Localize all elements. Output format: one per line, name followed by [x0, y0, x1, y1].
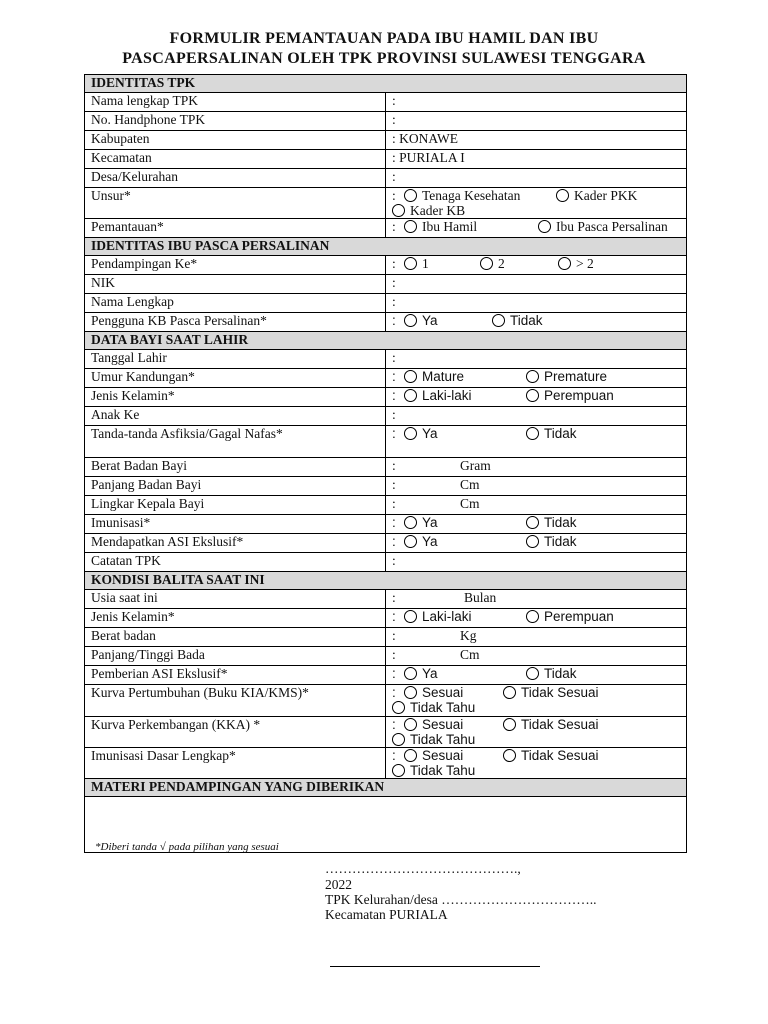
desa-input[interactable]: : — [386, 169, 687, 188]
field-label: Panjang/Tinggi Bada — [85, 647, 386, 666]
field-label: Tanda-tanda Asfiksia/Gagal Nafas* — [85, 426, 386, 458]
radio-circle-icon — [392, 733, 405, 746]
radio-premature[interactable]: Premature — [526, 369, 607, 384]
section-header-identitas-ibu: IDENTITAS IBU PASCA PERSALINAN — [85, 238, 687, 256]
field-row-asfiksia — [85, 426, 687, 458]
radio-ibu-pasca[interactable]: Ibu Pasca Persalinan — [538, 219, 668, 234]
radio-circle-icon — [404, 427, 417, 440]
radio-imunisasi-ya[interactable]: Ya — [404, 515, 526, 530]
signature-place-dots: ……………………………………., — [325, 861, 521, 876]
radio-circle-icon — [404, 749, 417, 762]
field-label: Pengguna KB Pasca Persalinan* — [85, 313, 386, 332]
field-label: Imunisasi* — [85, 515, 386, 534]
catatan-input[interactable]: : — [386, 553, 687, 572]
radio-pertumbuhan-tidak-sesuai[interactable]: Tidak Sesuai — [503, 685, 633, 700]
kabupaten-input[interactable]: : KONAWE — [386, 131, 687, 150]
radio-circle-icon — [404, 667, 417, 680]
tinggi-balita-input[interactable]: : Cm — [386, 647, 687, 666]
field-row-asi-balita — [85, 666, 687, 685]
radio-pendampingan-more[interactable]: > 2 — [558, 256, 594, 271]
asi-balita-options: : Ya Tidak — [386, 666, 687, 685]
radio-kader-pkk[interactable]: Kader PKK — [556, 188, 662, 203]
section-header-identitas-tpk: IDENTITAS TPK — [85, 75, 687, 93]
kecamatan-input[interactable]: : PURIALA I — [386, 150, 687, 169]
hp-input[interactable]: : — [386, 112, 687, 131]
field-label: Catatan TPK — [85, 553, 386, 572]
radio-kb-tidak[interactable]: Tidak — [492, 313, 543, 328]
field-row-kurva-pertumbuhan — [85, 685, 687, 717]
radio-imunisasi-dasar-tidak-sesuai[interactable]: Tidak Sesuai — [503, 748, 633, 763]
asfiksia-options: : Ya Tidak — [386, 426, 687, 458]
radio-mature[interactable]: Mature — [404, 369, 526, 384]
field-label: Anak Ke — [85, 407, 386, 426]
unit-label: Cm — [460, 477, 480, 492]
field-row-nama-lengkap — [85, 294, 687, 313]
radio-circle-icon — [503, 686, 516, 699]
nik-input[interactable]: : — [386, 275, 687, 294]
kurva-pertumbuhan-options: : Sesuai Tidak SesuaiTidak Tahu — [386, 685, 687, 717]
radio-asi-balita-ya[interactable]: Ya — [404, 666, 526, 681]
field-label: Tanggal Lahir — [85, 350, 386, 369]
form-title-line-1: FORMULIR PEMANTAUAN PADA IBU HAMIL DAN IBU — [169, 30, 599, 47]
radio-pendampingan-1[interactable]: 1 — [404, 256, 480, 271]
field-label: Umur Kandungan* — [85, 369, 386, 388]
field-label: Unsur* — [85, 188, 386, 219]
field-row-catatan — [85, 553, 687, 572]
field-label: Imunisasi Dasar Lengkap* — [85, 748, 386, 779]
field-label: Pendampingan Ke* — [85, 256, 386, 275]
field-row-tanggal-lahir — [85, 350, 687, 369]
field-row-unsur — [85, 188, 687, 219]
field-label: NIK — [85, 275, 386, 294]
section-header-materi: MATERI PENDAMPINGAN YANG DIBERIKAN — [85, 779, 687, 797]
field-row-kb — [85, 313, 687, 332]
field-row-lingkar-kepala — [85, 496, 687, 515]
field-label: Jenis Kelamin* — [85, 388, 386, 407]
panjang-bayi-input[interactable]: : Cm — [386, 477, 687, 496]
field-row-berat-balita — [85, 628, 687, 647]
radio-asfiksia-tidak[interactable]: Tidak — [526, 426, 577, 441]
field-row-berat-bayi — [85, 458, 687, 477]
signature-year: 2022 — [325, 877, 352, 892]
nama-tpk-input[interactable]: : — [386, 93, 687, 112]
radio-circle-icon — [526, 370, 539, 383]
field-row-imunisasi — [85, 515, 687, 534]
field-row-panjang-bayi — [85, 477, 687, 496]
radio-circle-icon — [404, 257, 417, 270]
unit-label: Gram — [460, 458, 491, 473]
radio-balita-laki-laki[interactable]: Laki-laki — [404, 609, 526, 624]
field-row-imunisasi-dasar — [85, 748, 687, 779]
radio-pertumbuhan-sesuai[interactable]: Sesuai — [404, 685, 503, 700]
field-label: Pemberian ASI Ekslusif* — [85, 666, 386, 685]
berat-bayi-input[interactable]: : Gram — [386, 458, 687, 477]
imunisasi-options: : Ya Tidak — [386, 515, 687, 534]
radio-circle-icon — [404, 314, 417, 327]
field-label: Kurva Pertumbuhan (Buku KIA/KMS)* — [85, 685, 386, 717]
field-row-desa — [85, 169, 687, 188]
berat-balita-input[interactable]: : Kg — [386, 628, 687, 647]
radio-kader-kb[interactable]: Kader KB — [392, 203, 465, 218]
jk-bayi-options: : Laki-laki Perempuan — [386, 388, 687, 407]
field-row-kurva-perkembangan — [85, 717, 687, 748]
radio-circle-icon — [480, 257, 493, 270]
field-row-usia — [85, 590, 687, 609]
field-label: Berat Badan Bayi — [85, 458, 386, 477]
radio-circle-icon — [404, 535, 417, 548]
field-row-pemantauan — [85, 219, 687, 238]
radio-perempuan[interactable]: Perempuan — [526, 388, 614, 403]
unit-label: Kg — [460, 628, 477, 643]
unit-label: Cm — [460, 647, 480, 662]
field-label: Mendapatkan ASI Ekslusif* — [85, 534, 386, 553]
radio-kb-ya[interactable]: Ya — [404, 313, 492, 328]
radio-circle-icon — [503, 749, 516, 762]
field-row-anak-ke — [85, 407, 687, 426]
radio-pendampingan-2[interactable]: 2 — [480, 256, 558, 271]
radio-perkembangan-sesuai[interactable]: Sesuai — [404, 717, 503, 732]
radio-circle-icon — [404, 516, 417, 529]
usia-input[interactable]: : Bulan — [386, 590, 687, 609]
imunisasi-dasar-options: : Sesuai Tidak SesuaiTidak Tahu — [386, 748, 687, 779]
radio-circle-icon — [392, 701, 405, 714]
footnote: *Diberi tanda √ pada pilihan yang sesuai — [95, 841, 279, 853]
nama-lengkap-input[interactable]: : — [386, 294, 687, 313]
radio-circle-icon — [526, 427, 539, 440]
tanggal-lahir-input[interactable]: : — [386, 350, 687, 369]
radio-balita-perempuan[interactable]: Perempuan — [526, 609, 614, 624]
radio-circle-icon — [526, 389, 539, 402]
radio-imunisasi-dasar-tidak-tahu[interactable]: Tidak Tahu — [392, 763, 475, 778]
section-header-kondisi-balita: KONDISI BALITA SAAT INI — [85, 572, 687, 590]
kurva-perkembangan-options: : Sesuai Tidak SesuaiTidak Tahu — [386, 717, 687, 748]
field-row-asi-bayi — [85, 534, 687, 553]
radio-imunisasi-tidak[interactable]: Tidak — [526, 515, 577, 530]
radio-asi-bayi-tidak[interactable]: Tidak — [526, 534, 577, 549]
radio-circle-icon — [404, 718, 417, 731]
radio-asi-bayi-ya[interactable]: Ya — [404, 534, 526, 549]
field-label: Nama lengkap TPK — [85, 93, 386, 112]
radio-perkembangan-tidak-tahu[interactable]: Tidak Tahu — [392, 732, 475, 747]
radio-circle-icon — [526, 535, 539, 548]
radio-circle-icon — [392, 204, 405, 217]
radio-circle-icon — [556, 189, 569, 202]
signature-kecamatan: Kecamatan PURIALA — [325, 907, 448, 922]
field-label: Lingkar Kepala Bayi — [85, 496, 386, 515]
radio-laki-laki[interactable]: Laki-laki — [404, 388, 526, 403]
field-label: Nama Lengkap — [85, 294, 386, 313]
radio-perkembangan-tidak-sesuai[interactable]: Tidak Sesuai — [503, 717, 633, 732]
radio-circle-icon — [404, 220, 417, 233]
monitoring-form-table — [84, 74, 687, 853]
lingkar-kepala-input[interactable]: : Cm — [386, 496, 687, 515]
field-row-jk-bayi — [85, 388, 687, 407]
radio-circle-icon — [526, 610, 539, 623]
radio-tenaga-kesehatan[interactable]: Tenaga Kesehatan — [404, 188, 556, 203]
radio-circle-icon — [558, 257, 571, 270]
radio-imunisasi-dasar-sesuai[interactable]: Sesuai — [404, 748, 503, 763]
unit-label: Cm — [460, 496, 480, 511]
form-title-line-2: PASCAPERSALINAN OLEH TPK PROVINSI SULAWESI TENGGARA — [122, 50, 646, 67]
radio-pertumbuhan-tidak-tahu[interactable]: Tidak Tahu — [392, 700, 475, 715]
field-label: Kurva Perkembangan (KKA) * — [85, 717, 386, 748]
radio-circle-icon — [404, 370, 417, 383]
section-header-data-bayi: DATA BAYI SAAT LAHIR — [85, 332, 687, 350]
field-label: Usia saat ini — [85, 590, 386, 609]
radio-asfiksia-ya[interactable]: Ya — [404, 426, 526, 441]
kb-options: : Ya Tidak — [386, 313, 687, 332]
radio-circle-icon — [526, 516, 539, 529]
field-row-kecamatan — [85, 150, 687, 169]
field-row-jk-balita — [85, 609, 687, 628]
signature-tpk-desa: TPK Kelurahan/desa …………………………….. — [325, 892, 597, 907]
field-label: Kecamatan — [85, 150, 386, 169]
field-label: Kabupaten — [85, 131, 386, 150]
radio-asi-balita-tidak[interactable]: Tidak — [526, 666, 577, 681]
pendampingan-options: : 1 2 > 2 — [386, 256, 687, 275]
pemantauan-options: : Ibu Hamil Ibu Pasca Persalinan — [386, 219, 687, 238]
field-label: Pemantauan* — [85, 219, 386, 238]
field-label: Jenis Kelamin* — [85, 609, 386, 628]
field-row-nama-tpk — [85, 93, 687, 112]
radio-ibu-hamil[interactable]: Ibu Hamil — [404, 219, 538, 234]
radio-circle-icon — [392, 764, 405, 777]
field-row-nik — [85, 275, 687, 294]
umur-options: : Mature Premature — [386, 369, 687, 388]
field-row-tinggi-balita — [85, 647, 687, 666]
radio-circle-icon — [404, 610, 417, 623]
radio-circle-icon — [404, 389, 417, 402]
unit-label: Bulan — [464, 590, 497, 605]
field-row-pendampingan — [85, 256, 687, 275]
radio-circle-icon — [404, 686, 417, 699]
signature-line — [330, 966, 540, 967]
field-row-kabupaten — [85, 131, 687, 150]
field-row-umur-kandungan — [85, 369, 687, 388]
field-label: Panjang Badan Bayi — [85, 477, 386, 496]
radio-circle-icon — [503, 718, 516, 731]
asi-bayi-options: : Ya Tidak — [386, 534, 687, 553]
anak-ke-input[interactable]: : — [386, 407, 687, 426]
jk-balita-options: : Laki-laki Perempuan — [386, 609, 687, 628]
radio-circle-icon — [404, 189, 417, 202]
field-label: No. Handphone TPK — [85, 112, 386, 131]
unsur-options: : Tenaga Kesehatan Kader PKKKader KB — [386, 188, 687, 219]
radio-circle-icon — [526, 667, 539, 680]
field-label: Berat badan — [85, 628, 386, 647]
radio-circle-icon — [492, 314, 505, 327]
field-row-hp — [85, 112, 687, 131]
field-label: Desa/Kelurahan — [85, 169, 386, 188]
radio-circle-icon — [538, 220, 551, 233]
